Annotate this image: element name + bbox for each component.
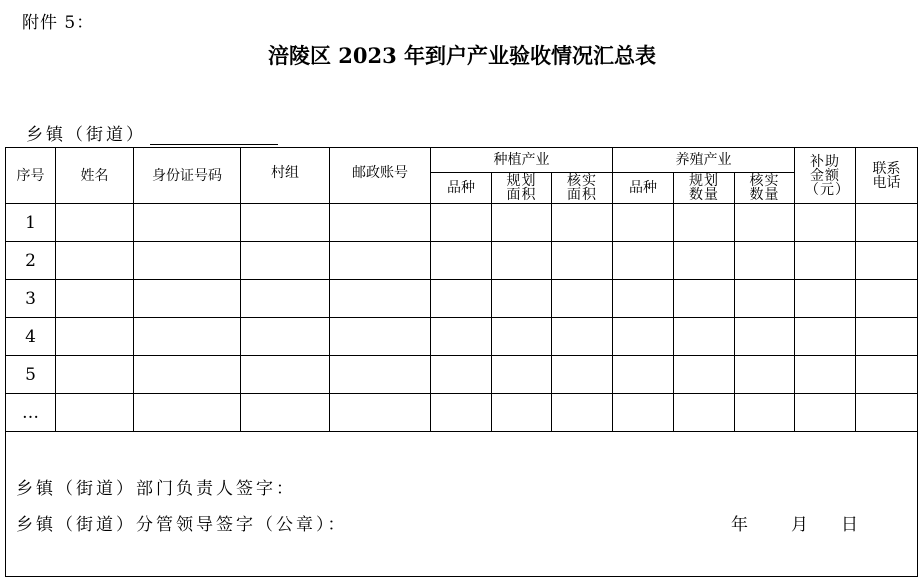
table-cell[interactable] bbox=[431, 394, 492, 432]
table-cell[interactable] bbox=[241, 204, 330, 242]
table-cell[interactable] bbox=[856, 204, 918, 242]
table-cell[interactable] bbox=[241, 394, 330, 432]
row-index: 3 bbox=[6, 280, 56, 318]
leader-signature-label: 乡镇（街道）分管领导签字（公章）： bbox=[16, 515, 348, 535]
table-cell[interactable] bbox=[134, 280, 241, 318]
table-cell[interactable] bbox=[674, 280, 735, 318]
table-cell[interactable] bbox=[56, 280, 134, 318]
table-cell[interactable] bbox=[674, 318, 735, 356]
table-cell[interactable] bbox=[492, 280, 552, 318]
header-seq: 序号 bbox=[6, 148, 56, 204]
header-id-number: 身份证号码 bbox=[134, 148, 241, 204]
table-cell[interactable] bbox=[795, 356, 856, 394]
table-cell[interactable] bbox=[856, 242, 918, 280]
table-row bbox=[6, 318, 918, 356]
table-cell[interactable] bbox=[613, 318, 674, 356]
township-label: 乡镇（街道） bbox=[26, 125, 146, 145]
row-index: 1 bbox=[6, 204, 56, 242]
table-cell[interactable] bbox=[330, 394, 431, 432]
table-cell[interactable] bbox=[735, 242, 795, 280]
table-cell[interactable] bbox=[431, 280, 492, 318]
table-cell[interactable] bbox=[56, 242, 134, 280]
table-row bbox=[6, 394, 918, 432]
table-cell[interactable] bbox=[431, 356, 492, 394]
header-breeding-planned-qty: 规划数量 bbox=[674, 173, 735, 204]
table-cell[interactable] bbox=[134, 204, 241, 242]
header-breeding-variety: 品种 bbox=[613, 173, 674, 204]
table-cell[interactable] bbox=[552, 356, 613, 394]
table-cell[interactable] bbox=[330, 242, 431, 280]
table-cell[interactable] bbox=[735, 318, 795, 356]
table-cell[interactable] bbox=[674, 242, 735, 280]
table-cell[interactable] bbox=[795, 242, 856, 280]
township-fill-line[interactable] bbox=[150, 144, 278, 145]
table-row bbox=[6, 280, 918, 318]
header-village-group: 村组 bbox=[241, 148, 330, 204]
table-cell[interactable] bbox=[795, 318, 856, 356]
table-cell[interactable] bbox=[735, 394, 795, 432]
document-title: 涪陵区 2023 年到户产业验收情况汇总表 bbox=[267, 43, 657, 68]
table-cell[interactable] bbox=[735, 280, 795, 318]
table-cell[interactable] bbox=[552, 204, 613, 242]
table-cell[interactable] bbox=[552, 280, 613, 318]
table-cell[interactable] bbox=[134, 242, 241, 280]
table-cell[interactable] bbox=[56, 394, 134, 432]
table-row bbox=[6, 242, 918, 280]
table-cell[interactable] bbox=[613, 204, 674, 242]
table-cell[interactable] bbox=[492, 356, 552, 394]
table-cell[interactable] bbox=[134, 318, 241, 356]
table-cell[interactable] bbox=[492, 394, 552, 432]
summary-table bbox=[5, 147, 918, 577]
header-subsidy: 补助金额（元） bbox=[795, 148, 856, 204]
table-cell[interactable] bbox=[735, 204, 795, 242]
table-cell[interactable] bbox=[735, 356, 795, 394]
table-cell[interactable] bbox=[330, 280, 431, 318]
header-planting-planned-area: 规划面积 bbox=[492, 173, 552, 204]
table-cell[interactable] bbox=[241, 356, 330, 394]
signature-area bbox=[6, 432, 918, 577]
table-cell[interactable] bbox=[56, 318, 134, 356]
table-cell[interactable] bbox=[795, 394, 856, 432]
table-cell[interactable] bbox=[241, 318, 330, 356]
header-breeding-verified-qty: 核实数量 bbox=[735, 173, 795, 204]
table-cell[interactable] bbox=[674, 394, 735, 432]
table-cell[interactable] bbox=[552, 394, 613, 432]
row-index: … bbox=[6, 394, 56, 432]
table-cell[interactable] bbox=[552, 242, 613, 280]
table-cell[interactable] bbox=[134, 356, 241, 394]
header-planting-verified-area: 核实面积 bbox=[552, 173, 613, 204]
table-row bbox=[6, 356, 918, 394]
table-cell[interactable] bbox=[795, 280, 856, 318]
table-cell[interactable] bbox=[431, 204, 492, 242]
table-cell[interactable] bbox=[330, 318, 431, 356]
row-index: 4 bbox=[6, 318, 56, 356]
table-cell[interactable] bbox=[492, 242, 552, 280]
table-cell[interactable] bbox=[552, 318, 613, 356]
row-index: 5 bbox=[6, 356, 56, 394]
table-cell[interactable] bbox=[674, 204, 735, 242]
table-cell[interactable] bbox=[330, 204, 431, 242]
header-phone: 联系电话 bbox=[856, 148, 918, 204]
table-cell[interactable] bbox=[856, 394, 918, 432]
table-cell[interactable] bbox=[613, 356, 674, 394]
row-index: 2 bbox=[6, 242, 56, 280]
table-row bbox=[6, 204, 918, 242]
table-cell[interactable] bbox=[56, 356, 134, 394]
table-cell[interactable] bbox=[330, 356, 431, 394]
date-month-label: 月 bbox=[791, 515, 808, 535]
table-cell[interactable] bbox=[56, 204, 134, 242]
dept-head-signature-label: 乡镇（街道）部门负责人签字： bbox=[16, 479, 296, 499]
attachment-label: 附件 5： bbox=[22, 13, 95, 33]
table-cell[interactable] bbox=[134, 394, 241, 432]
date-day-label: 日 bbox=[841, 515, 858, 535]
date-year-label: 年 bbox=[731, 515, 748, 535]
header-postal-account: 邮政账号 bbox=[330, 148, 431, 204]
table-cell[interactable] bbox=[856, 356, 918, 394]
table-cell[interactable] bbox=[431, 318, 492, 356]
table-cell[interactable] bbox=[431, 242, 492, 280]
table-cell[interactable] bbox=[795, 204, 856, 242]
header-planting-variety: 品种 bbox=[431, 173, 492, 204]
table-cell[interactable] bbox=[856, 318, 918, 356]
header-name: 姓名 bbox=[56, 148, 134, 204]
table-cell[interactable] bbox=[613, 242, 674, 280]
table-cell[interactable] bbox=[492, 204, 552, 242]
table-cell[interactable] bbox=[492, 318, 552, 356]
table-cell[interactable] bbox=[856, 280, 918, 318]
table-cell[interactable] bbox=[674, 356, 735, 394]
table-cell[interactable] bbox=[241, 280, 330, 318]
table-cell[interactable] bbox=[241, 242, 330, 280]
header-breeding: 养殖产业 bbox=[613, 148, 795, 173]
table-cell[interactable] bbox=[613, 394, 674, 432]
header-planting: 种植产业 bbox=[431, 148, 613, 173]
table-cell[interactable] bbox=[613, 280, 674, 318]
